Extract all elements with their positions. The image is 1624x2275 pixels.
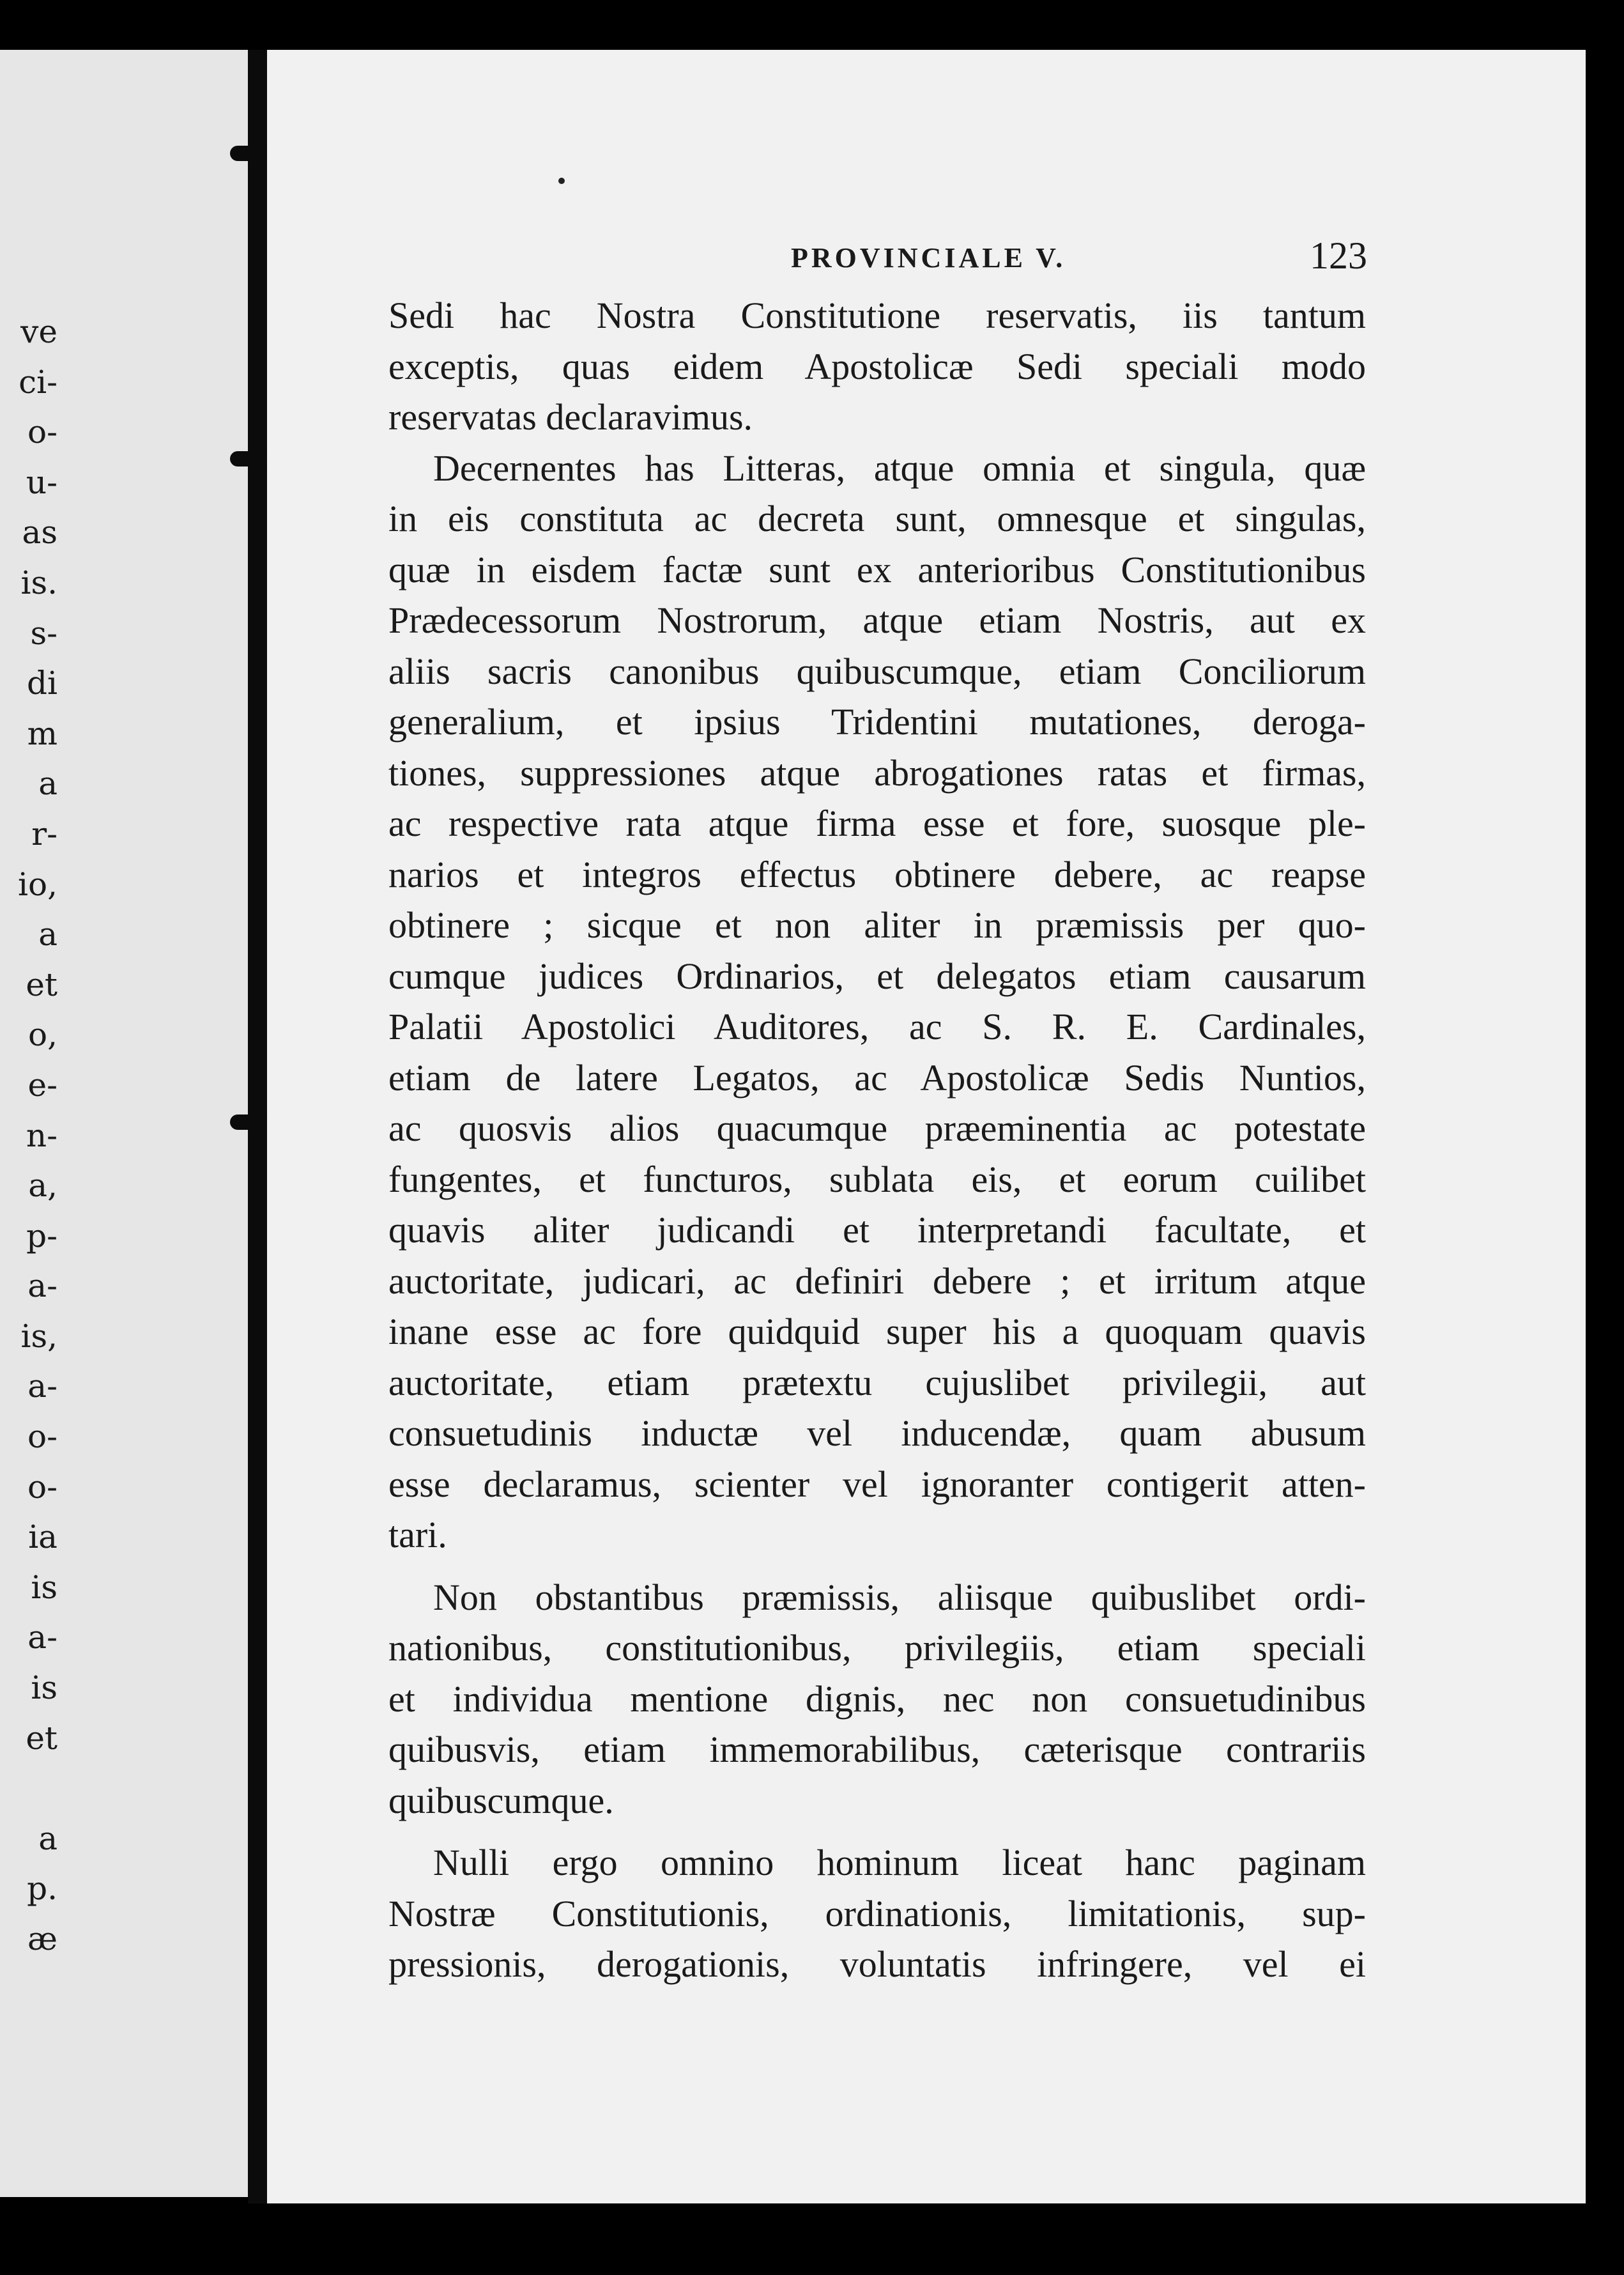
facing-page-fragment: as: [22, 514, 57, 551]
facing-page-fragment: p.: [27, 1870, 57, 1908]
facing-page-fragment: e-: [27, 1066, 57, 1104]
facing-page-strip: [0, 50, 248, 2197]
text-line: cumque judices Ordinarios, et delegatos etiam causarum: [388, 955, 1366, 997]
book-page: [267, 50, 1586, 2203]
text-line: quibuscumque.: [388, 1779, 614, 1821]
facing-page-fragment: di: [27, 665, 57, 702]
text-line: et individua mentione dignis, nec non consuetudinibus: [388, 1677, 1366, 1720]
text-line: Nulli ergo omnino hominum liceat hanc paginam: [433, 1842, 1366, 1883]
spine-mark: [230, 451, 268, 467]
text-line: narios et integros effectus obtinere debere, ac reapse: [388, 853, 1366, 895]
text-line: quæ in eisdem factæ sunt ex anterioribus Constitutionibus: [388, 548, 1366, 590]
text-line: ac respective rata atque firma esse et fore, suosque ple-: [388, 803, 1366, 844]
text-line: auctoritate, judicari, ac definiri debere ; et irritum atque: [388, 1260, 1366, 1302]
page-number: 123: [1310, 235, 1367, 277]
facing-page-fragment: o-: [27, 1468, 57, 1506]
text-line: aliis sacris canonibus quibuscumque, etiam Conciliorum: [388, 650, 1366, 692]
facing-page-fragment: et: [26, 1719, 57, 1757]
facing-page-fragment: a-: [27, 1267, 57, 1305]
text-line: Palatii Apostolici Auditores, ac S. R. E. Cardinales,: [388, 1006, 1366, 1047]
text-line: tiones, suppressiones atque abrogationes ratas et firmas,: [388, 752, 1366, 794]
text-line: ac quosvis alios quacumque præeminentia ac potestate: [388, 1107, 1366, 1149]
ink-speck: [558, 178, 565, 184]
text-line: exceptis, quas eidem Apostolicæ Sedi speciali modo: [388, 345, 1366, 387]
text-line: reservatas declaravimus.: [388, 396, 753, 438]
facing-page-fragment: [0, 1763, 57, 1814]
text-line: generalium, et ipsius Tridentini mutationes, deroga-: [388, 701, 1366, 743]
text-line: Sedi hac Nostra Constitutione reservatis, iis tantum: [388, 295, 1366, 336]
facing-page-fragment: n-: [26, 1116, 57, 1154]
facing-page-fragment: u-: [26, 463, 57, 501]
text-line: Non obstantibus præmissis, aliisque quibuslibet ordi-: [433, 1576, 1366, 1618]
text-line: esse declaramus, scienter vel ignoranter contigerit atten-: [388, 1463, 1366, 1505]
facing-page-text-fragments: [0, 307, 57, 1964]
facing-page-fragment: is: [31, 1669, 57, 1707]
facing-page-fragment: a: [38, 1819, 57, 1857]
text-line: consuetudinis inductæ vel inducendæ, quam abusum: [388, 1412, 1366, 1454]
body-text: [388, 290, 1366, 1990]
facing-page-fragment: p-: [26, 1217, 57, 1254]
facing-page-fragment: o,: [28, 1016, 57, 1054]
facing-page-fragment: m: [27, 714, 57, 752]
facing-page-fragment: s-: [30, 614, 57, 652]
text-line: obtinere ; sicque et non aliter in præmissis per quo-: [388, 904, 1366, 946]
facing-page-fragment: is.: [20, 564, 57, 601]
text-line: etiam de latere Legatos, ac Apostolicæ Sedis Nuntios,: [388, 1056, 1366, 1099]
facing-page-fragment: ia: [28, 1518, 57, 1556]
text-line: quibusvis, etiam immemorabilibus, cæterisque contrariis: [388, 1729, 1366, 1770]
facing-page-fragment: a-: [27, 1368, 57, 1405]
facing-page-fragment: a: [38, 765, 57, 803]
facing-page-fragment: io,: [18, 865, 57, 903]
text-line: pressionis, derogationis, voluntatis infringere, vel ei: [388, 1943, 1366, 1985]
spine-mark: [230, 146, 268, 161]
text-line: Decernentes has Litteras, atque omnia et singula, quæ: [433, 447, 1366, 489]
text-line: auctoritate, etiam prætextu cujuslibet privilegii, aut: [388, 1361, 1366, 1403]
text-line: nationibus, constitutionibus, privilegiis, etiam speciali: [388, 1627, 1366, 1669]
text-line: Nostræ Constitutionis, ordinationis, limitationis, sup-: [388, 1892, 1366, 1934]
text-line: in eis constituta ac decreta sunt, omnesque et singulas,: [388, 498, 1366, 539]
facing-page-fragment: æ: [27, 1920, 57, 1957]
facing-page-fragment: a: [38, 916, 57, 953]
text-line: inane esse ac fore quidquid super his a quoquam quavis: [388, 1311, 1366, 1352]
running-head: PROVINCIALE V.: [791, 242, 1066, 274]
facing-page-fragment: r-: [31, 815, 57, 852]
facing-page-fragment: is: [31, 1568, 57, 1606]
text-line: quavis aliter judicandi et interpretandi facultate, et: [388, 1209, 1366, 1251]
facing-page-fragment: is,: [20, 1317, 57, 1355]
text-line: Prædecessorum Nostrorum, atque etiam Nostris, aut ex: [388, 599, 1366, 641]
text-line: fungentes, et functuros, sublata eis, et eorum cuilibet: [388, 1158, 1366, 1200]
facing-page-fragment: ve: [20, 313, 57, 350]
facing-page-fragment: o-: [27, 1418, 57, 1456]
spine-mark: [230, 1114, 268, 1130]
text-line: tari.: [388, 1514, 447, 1555]
facing-page-fragment: et: [26, 966, 57, 1003]
facing-page-fragment: a,: [28, 1167, 57, 1205]
facing-page-fragment: ci-: [19, 363, 57, 401]
facing-page-fragment: o-: [27, 413, 57, 451]
facing-page-fragment: a-: [27, 1619, 57, 1656]
